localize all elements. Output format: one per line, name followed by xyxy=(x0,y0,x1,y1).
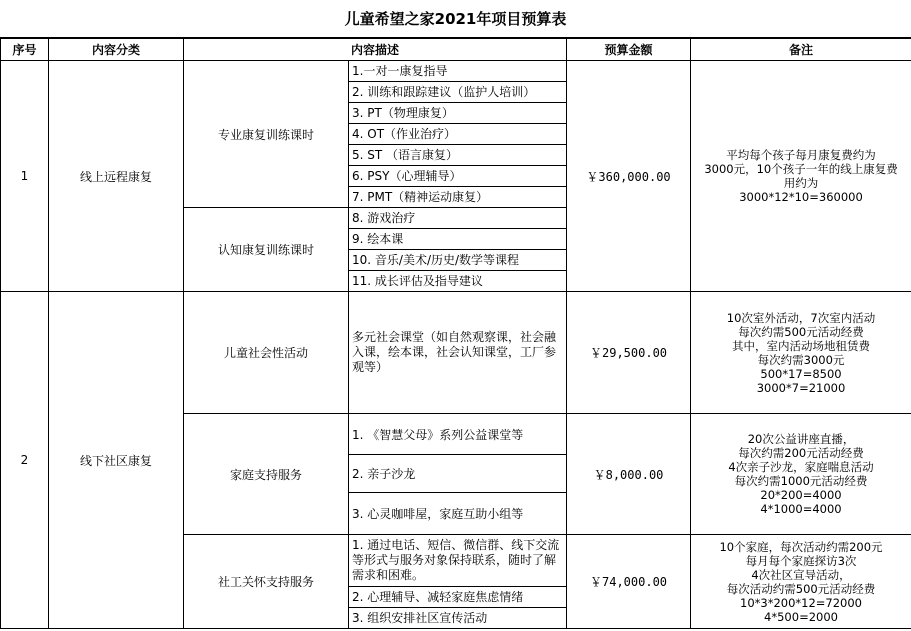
remark-line: 每次约需200元活动经费 xyxy=(738,446,864,460)
remark-line: 10*3*200*12=72000 xyxy=(740,595,863,610)
group-name-cell: 认知康复训练课时 xyxy=(184,208,349,292)
sheet-title: 儿童希望之家2021年项目预算表 xyxy=(0,0,911,38)
description-item: 2. 心理辅导、减轻家庭焦虑情绪 xyxy=(349,587,567,608)
description-item: 2. 训练和跟踪建议（监护人培训） xyxy=(349,82,567,103)
remark-line: 每次约需500元活动经费 xyxy=(738,324,864,339)
remark-line: 每次约需1000元活动经费 xyxy=(734,474,868,488)
description-item: 10. 音乐/美术/历史/数学等课程 xyxy=(349,250,567,271)
description-item: 多元社会课堂（如自然观察课，社会融入课，绘本课，社会认知课堂，工厂参观等） xyxy=(349,292,567,414)
remarks-cell xyxy=(691,535,911,629)
remark-line: 其中，室内活动场地租赁费 xyxy=(732,338,871,353)
subsection-name-cell: 儿童社会性活动 xyxy=(184,292,349,414)
table-row xyxy=(1,292,911,414)
remark-line: 4*1000=4000 xyxy=(760,502,842,516)
remark-line: 3000元，10个孩子一年的线上康复费 xyxy=(704,162,898,176)
description-item: 5. ST （语言康复） xyxy=(349,145,567,166)
remarks-cell xyxy=(691,292,911,414)
header-description: 内容描述 xyxy=(184,39,567,61)
remark-line: 20次公益讲座直播， xyxy=(747,432,855,446)
category-cell: 线下社区康复 xyxy=(49,292,184,629)
description-item: 3. 心灵咖啡屋，家庭互助小组等 xyxy=(349,493,567,535)
budget-cell: ￥360,000.00 xyxy=(567,61,691,292)
header-category: 内容分类 xyxy=(49,39,184,61)
remark-line: 用约为 xyxy=(783,176,819,190)
remark-line: 3000*7=21000 xyxy=(756,380,846,395)
header-budget: 预算金额 xyxy=(567,39,691,61)
budget-table xyxy=(0,38,911,629)
description-item: 3. 组织安排社区宣传活动 xyxy=(349,608,567,629)
seq-cell: 2 xyxy=(1,292,49,629)
budget-cell: ￥8,000.00 xyxy=(567,414,691,535)
description-item: 1.一对一康复指导 xyxy=(349,61,567,82)
remark-line: 10次室外活动，7次室内活动 xyxy=(726,310,876,325)
budget-cell: ￥29,500.00 xyxy=(567,292,691,414)
description-item: 1. 通过电话、短信、微信群、线下交流等形式与服务对象保持联系，随时了解需求和困难。 xyxy=(349,535,567,587)
remark-line: 每月每个家庭探访3次 xyxy=(745,553,857,568)
description-item: 6. PSY（心理辅导） xyxy=(349,166,567,187)
remark-line: 500*17=8500 xyxy=(760,366,842,381)
remark-line: 4次社区宣导活动， xyxy=(751,567,851,582)
remarks-cell xyxy=(691,61,911,292)
remark-line: 4*500=2000 xyxy=(764,609,838,624)
header-remarks: 备注 xyxy=(691,39,911,61)
remark-line: 20*200=4000 xyxy=(760,488,842,502)
remark-line: 每次活动约需500元活动经费 xyxy=(726,581,876,596)
remark-line: 10个家庭，每次活动约需200元 xyxy=(719,539,883,554)
description-item: 7. PMT（精神运动康复） xyxy=(349,187,567,208)
description-item: 3. PT（物理康复） xyxy=(349,103,567,124)
description-item: 11. 成长评估及指导建议 xyxy=(349,271,567,292)
subsection-name-cell: 家庭支持服务 xyxy=(184,414,349,535)
seq-cell: 1 xyxy=(1,61,49,292)
remark-line: 平均每个孩子每月康复费约为 xyxy=(726,148,876,162)
budget-cell: ￥74,000.00 xyxy=(567,535,691,629)
remark-line: 3000*12*10=360000 xyxy=(739,190,863,204)
description-item: 2. 亲子沙龙 xyxy=(349,455,567,493)
description-item: 4. OT（作业治疗） xyxy=(349,124,567,145)
header-seq: 序号 xyxy=(1,39,49,61)
category-cell: 线上远程康复 xyxy=(49,61,184,292)
description-item: 9. 绘本课 xyxy=(349,229,567,250)
remarks-cell xyxy=(691,414,911,535)
remark-line: 每次约需3000元 xyxy=(757,352,845,367)
header-row xyxy=(1,39,911,61)
remark-line: 4次亲子沙龙，家庭喘息活动 xyxy=(728,460,874,474)
subsection-name-cell: 社工关怀支持服务 xyxy=(184,535,349,629)
group-name-cell: 专业康复训练课时 xyxy=(184,61,349,208)
table-row xyxy=(1,61,911,82)
description-item: 8. 游戏治疗 xyxy=(349,208,567,229)
description-item: 1. 《智慧父母》系列公益课堂等 xyxy=(349,414,567,455)
